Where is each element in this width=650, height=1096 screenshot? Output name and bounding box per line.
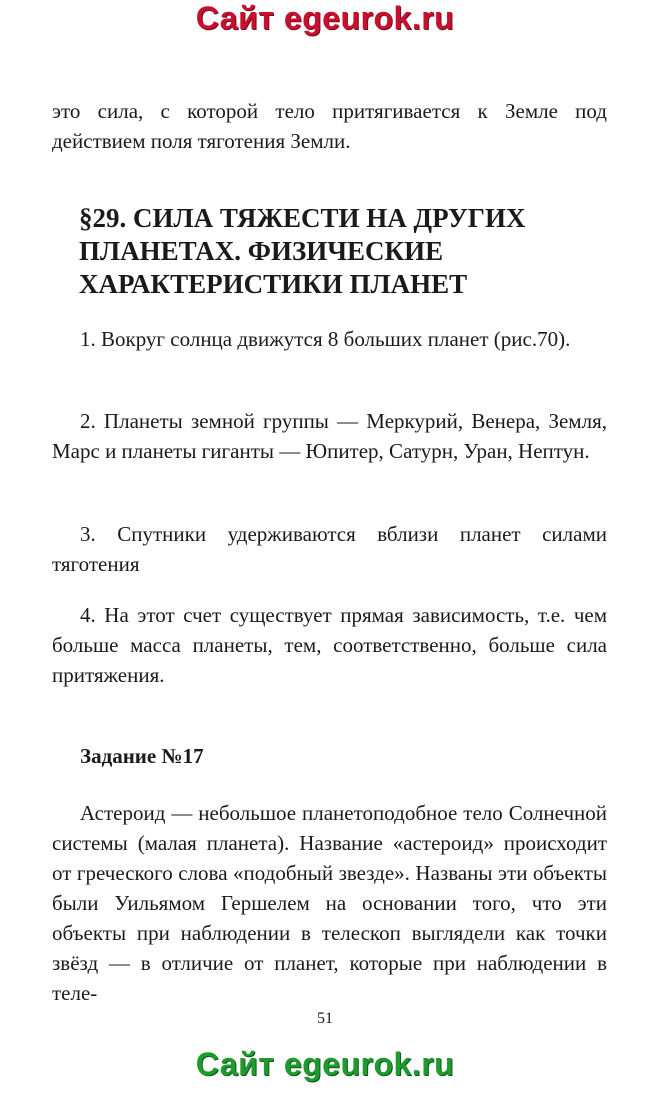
page-number: 51 — [317, 1010, 333, 1027]
watermark-top: Сайт egeurok.ru — [195, 0, 455, 36]
section-heading — [79, 202, 599, 301]
watermark-bottom: Сайт egeurok.ru — [195, 1046, 455, 1082]
task-title: Задание №17 — [80, 744, 204, 768]
answer-paragraph-4: 4. На этот счет существует прямая зависимость, т.е. чем больше масса планеты, тем, соответственно, больше сила притяжения. — [52, 603, 607, 687]
heading-line: ПЛАНЕТАХ. ФИЗИЧЕСКИЕ — [79, 236, 444, 266]
answer-paragraph-1: 1. Вокруг солнца движутся 8 больших планет (рис.70). — [80, 327, 571, 351]
task-paragraph: Астероид — небольшое планетоподобное тело Солнечной системы (малая планета). Название «астероид» происходит от греческого слова «подобный звезде». Названы эти объекты были Уильямом Гершелем на основании того, что эти объекты при наблюдении в телескоп выглядели как точки звёзд — в отличие от планет, которые при наблюдении в теле- — [52, 801, 607, 1005]
intro-paragraph: это сила, с которой тело притягивается к Земле под действием поля тяготения Земли. — [52, 99, 607, 153]
answer-paragraph-3: 3. Спутники удерживаются вблизи планет силами тяготения — [52, 522, 607, 576]
heading-line: §29. СИЛА ТЯЖЕСТИ НА ДРУГИХ — [79, 203, 526, 233]
heading-line: ХАРАКТЕРИСТИКИ ПЛАНЕТ — [79, 269, 468, 299]
answer-paragraph-2: 2. Планеты земной группы — Меркурий, Венера, Земля, Марс и планеты гиганты — Юпитер, Сатурн, Уран, Нептун. — [52, 409, 607, 463]
